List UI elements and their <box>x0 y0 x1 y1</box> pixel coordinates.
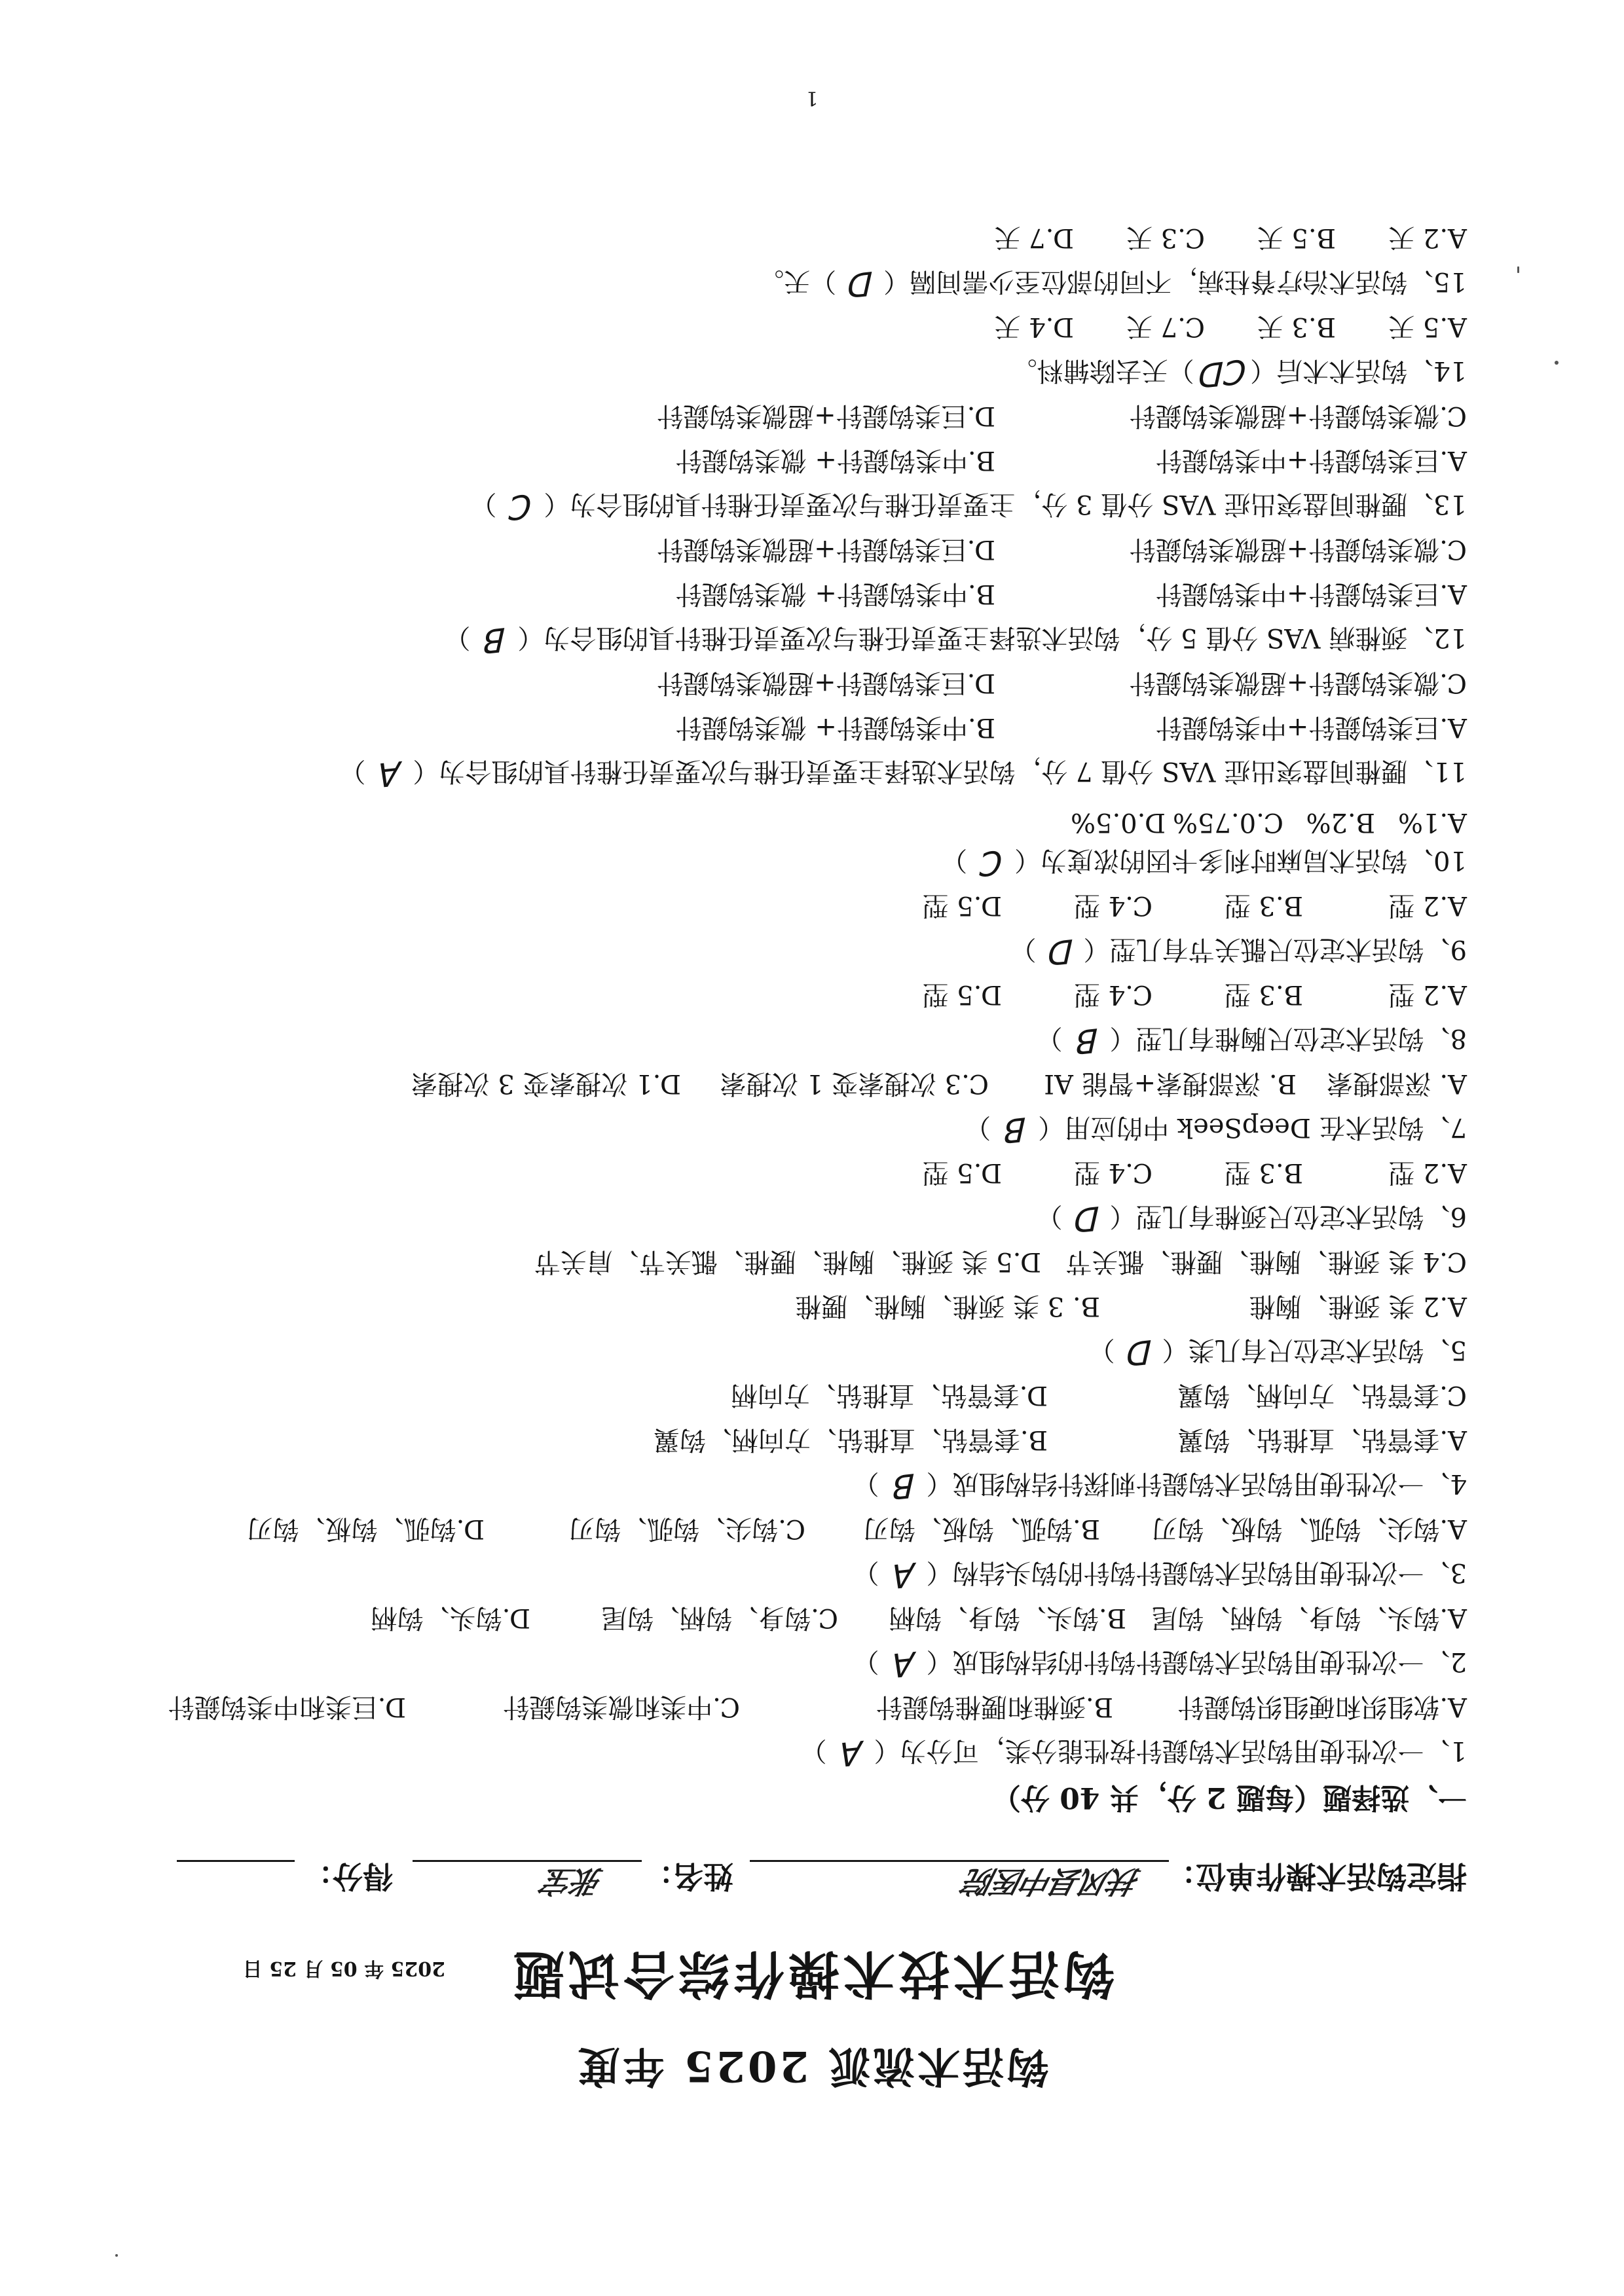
question-stem: 11、腰椎间盘突出症 VAS 分值 7 分，钩活术选择主要责任椎与次要责任椎针具的组合为（A） <box>339 753 1467 795</box>
document-title: 钩活术流派 2025 年度 <box>575 2041 1049 2090</box>
option: A.1% <box>1397 807 1467 837</box>
option: D.巨类钩鍉针+超微类钩鍉针 <box>657 401 995 431</box>
exam-date: 2025 年 05 月 25 日 <box>242 1957 445 1980</box>
option: D.巨类钩鍉针+超微类钩鍉针 <box>657 534 995 564</box>
option: B.中类钩鍉针+ 微类钩鍉针 <box>675 579 995 609</box>
question-stem: 2、一次性使用钩活术钩鍉针钩针的结构组成（A） <box>853 1643 1467 1685</box>
option: B.3 型 <box>1224 979 1303 1010</box>
option: C.4 型 <box>1073 1157 1153 1188</box>
question-stem: 1、一次性使用钩活术钩鍉针按性能分类，可分为（A） <box>800 1732 1467 1774</box>
handwritten-answer: A <box>891 1554 915 1596</box>
option: D.1 次搜索变 3 次搜索 <box>411 1068 681 1099</box>
option: C.4 型 <box>1073 979 1153 1010</box>
option: A.软组织和硬组织钩鍉针 <box>1177 1692 1467 1722</box>
option: A.钩头、钩身、钩柄、钩尾 <box>1151 1603 1467 1633</box>
option: A.钩尖、钩弧、钩板、钩刃 <box>1151 1514 1467 1544</box>
question-stem: 5、钩活术定位尺有几类（D） <box>1088 1332 1467 1374</box>
option: B. 3 类 颈椎、胸椎、腰椎 <box>795 1291 1100 1321</box>
option: C.微类钩鍉针+超微类钩鍉针 <box>1129 668 1467 698</box>
handwritten-answer: B <box>1003 1109 1027 1151</box>
question-stem: 12、颈椎病 VAS 分值 5 分，钩活术选择主要责任椎与次要责任椎针具的组合为（B） <box>444 619 1467 661</box>
unit-handwritten: 扶风县中医院 <box>963 1864 1145 1899</box>
question-stem: 13、腰椎间盘突出症 VAS 分值 3 分，主要责任椎与次要责任椎针具的组合为（C） <box>470 486 1467 528</box>
handwritten-answer: A <box>891 1643 915 1685</box>
option: A.巨类钩鍉针+中类钩鍉针 <box>1155 712 1467 742</box>
option: A. 深部搜索 <box>1326 1068 1467 1099</box>
option: B.3 型 <box>1224 890 1303 920</box>
option: D.巨类和中类钩鍉针 <box>168 1692 406 1722</box>
option: C.钩身、钩柄、钩尾 <box>601 1603 838 1633</box>
option: D.0.5% <box>1071 807 1166 837</box>
option: C.3 天 <box>1126 223 1205 253</box>
option: B.中类钩鍉针+ 微类钩鍉针 <box>675 445 995 475</box>
option: D.钩弧、钩板、钩刃 <box>246 1514 485 1544</box>
info-line <box>79 1848 1467 1900</box>
name-label: 姓名： <box>643 1859 733 1894</box>
question-stem: 9、钩活术定位尺骶关节有几型（D） <box>1010 931 1467 973</box>
option: C.微类钩鍉针+超微类钩鍉针 <box>1129 401 1467 431</box>
scan-speck <box>115 2254 118 2257</box>
handwritten-answer: B <box>891 1465 915 1507</box>
question-stem: 10、钩活术局麻时利多卡因的浓度为（C） <box>941 842 1467 884</box>
name-handwritten: 张宝 <box>541 1864 608 1899</box>
option: A.5 天 <box>1388 312 1467 342</box>
unit-label: 指定钩活术操作单位： <box>1166 1859 1467 1894</box>
handwritten-answer: C <box>507 486 532 528</box>
option: B.2% <box>1306 807 1375 837</box>
score-underline <box>177 1860 295 1862</box>
handwritten-answer: D <box>846 263 874 305</box>
option: A.套管钻、直推钻、钩翼 <box>1177 1425 1467 1455</box>
option: D.5 型 <box>922 979 1002 1010</box>
page-number: 1 <box>805 86 819 109</box>
question-stem: 3、一次性使用钩活术钩鍉针钩针的钩头结构（A） <box>853 1554 1467 1596</box>
option: D.7 天 <box>994 223 1074 253</box>
question-stem: 7、钩活术在 DeepSeek 中的应用（B） <box>965 1109 1467 1151</box>
option: A.2 型 <box>1388 979 1467 1010</box>
option: C.钩尖、钩弧、钩刃 <box>568 1514 805 1544</box>
question-stem: 6、钩活术定位尺颈椎有几型（D） <box>1036 1198 1467 1240</box>
handwritten-answer: B <box>482 619 506 661</box>
scan-speck <box>1517 266 1519 273</box>
option: C.7 天 <box>1126 312 1205 342</box>
question-stem: 15、钩活术治疗脊柱病，不同的部位至少需间隔（D）天。 <box>758 263 1467 305</box>
option: C.4 类 颈椎、胸椎、腰椎、骶关节 <box>1065 1247 1467 1277</box>
handwritten-answer: A <box>377 753 401 795</box>
option: D.5 型 <box>922 890 1002 920</box>
option: B.钩弧、钩板、钩刃 <box>862 1514 1100 1544</box>
option: A.巨类钩鍉针+中类钩鍉针 <box>1155 579 1467 609</box>
section-heading: 一、选择题（每题 2 分，共 40 分） <box>991 1781 1467 1814</box>
option: B.5 天 <box>1257 223 1336 253</box>
handwritten-answer: A <box>838 1732 862 1774</box>
option: C.套管钻、方向柄、钩翼 <box>1177 1380 1467 1410</box>
option: D.巨类钩鍉针+超微类钩鍉针 <box>657 668 995 698</box>
handwritten-answer: CD <box>1197 351 1247 395</box>
option: D.4 天 <box>994 312 1074 342</box>
option: C.4 型 <box>1073 890 1153 920</box>
handwritten-answer: D <box>1046 931 1073 973</box>
question-stem: 4、一次性使用钩活术钩鍉针刺探针结构组成（B） <box>853 1465 1467 1507</box>
question-stem: 14、钩活术术后（CD）天去除辅料。 <box>1010 351 1467 395</box>
handwritten-answer: C <box>978 842 1003 884</box>
option: D.5 类 颈椎、胸椎、腰椎、骶关节、肩关节 <box>534 1247 1041 1277</box>
option: B.颈椎和腰椎钩鍉针 <box>876 1692 1113 1722</box>
option: C.微类钩鍉针+超微类钩鍉针 <box>1129 534 1467 564</box>
option: B.3 型 <box>1224 1157 1303 1188</box>
option: C.0.75% <box>1173 807 1283 837</box>
option: B.钩头、钩身、钩柄 <box>889 1603 1126 1633</box>
handwritten-answer: D <box>1125 1332 1152 1374</box>
option: A.巨类钩鍉针+中类钩鍉针 <box>1155 445 1467 475</box>
option: B.3 天 <box>1257 312 1336 342</box>
option: D.5 型 <box>922 1157 1002 1188</box>
option: C.中类和微类钩鍉针 <box>503 1692 740 1722</box>
question-stem: 8、钩活术定位尺胸椎有几型（B） <box>1036 1020 1467 1062</box>
option: A.2 天 <box>1388 223 1467 253</box>
option: D.钩头、钩柄 <box>371 1603 530 1633</box>
option: A.2 型 <box>1388 1157 1467 1188</box>
option: D.套管钻、直推钻、方向柄 <box>731 1380 1048 1410</box>
option: A.2 型 <box>1388 890 1467 920</box>
document-subtitle: 钩活术技术操作综合试题 <box>509 1944 1115 2003</box>
score-label: 得分： <box>303 1859 393 1894</box>
handwritten-answer: D <box>1073 1198 1099 1240</box>
option: B.中类钩鍉针+ 微类钩鍉针 <box>675 712 995 742</box>
option: C.3 次搜索变 1 次搜索 <box>720 1068 989 1099</box>
option: B.套管钻、直推钻、方向柄、钩翼 <box>653 1425 1048 1455</box>
option: A.2 类 颈椎、胸椎 <box>1249 1291 1467 1321</box>
option: B. 深部搜索+智能 AI <box>1044 1068 1297 1099</box>
scan-speck <box>1555 361 1559 365</box>
handwritten-answer: B <box>1074 1020 1098 1062</box>
